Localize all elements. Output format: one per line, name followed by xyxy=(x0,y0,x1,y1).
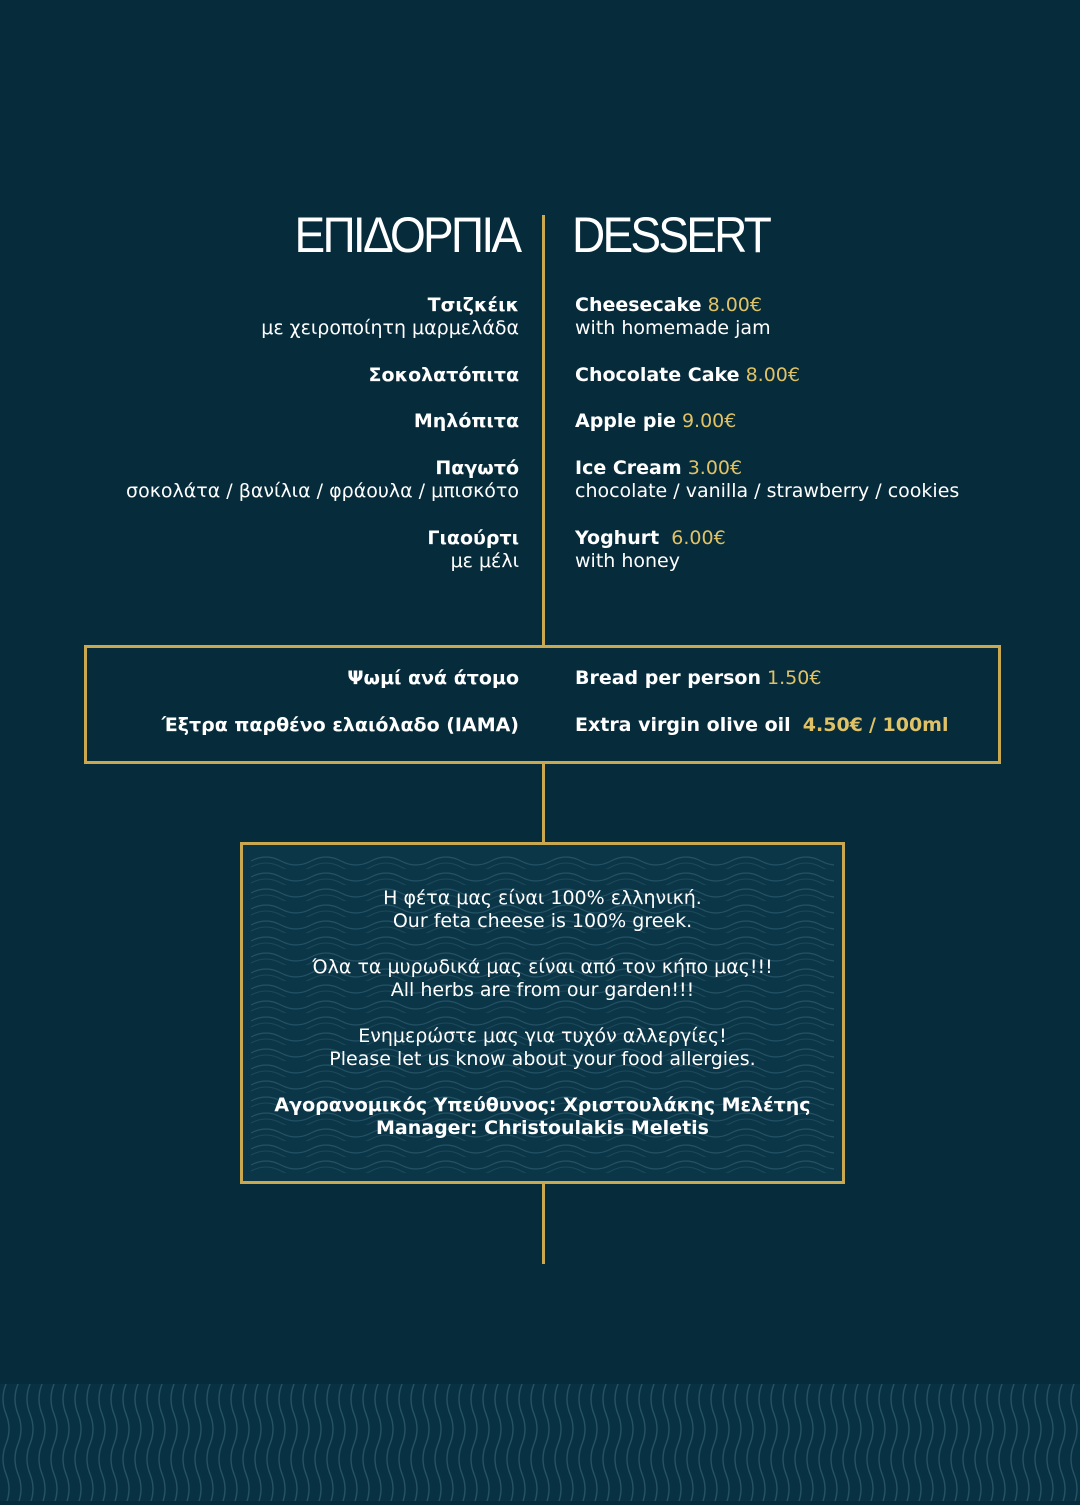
note-feta-gr: Η φέτα μας είναι 100% ελληνική. xyxy=(383,887,702,909)
dessert-gr-name: Μηλόπιτα xyxy=(413,410,519,432)
extra-en-olive-oil xyxy=(575,714,948,737)
dessert-price: 3.00€ xyxy=(687,457,743,479)
dessert-en-ice-cream xyxy=(575,457,959,503)
dessert-en-desc: with homemade jam xyxy=(575,317,771,339)
dessert-gr-desc: σοκολάτα / βανίλια / φράουλα / μπισκότο xyxy=(126,480,519,502)
extra-price: 4.50€ xyxy=(802,714,863,736)
dessert-gr-yoghurt xyxy=(427,527,519,573)
dessert-en-name: Yoghurt xyxy=(575,527,660,549)
extra-gr-bread: Ψωμί ανά άτομο xyxy=(347,667,519,689)
extra-en-name: Bread per person xyxy=(575,667,761,689)
dessert-en-chocolate-cake xyxy=(575,364,800,387)
divider-top xyxy=(542,215,545,645)
extra-en-name: Extra virgin olive oil xyxy=(575,714,791,736)
note-feta-en: Our feta cheese is 100% greek. xyxy=(392,910,693,932)
dessert-gr-desc: με χειροποίητη μαρμελάδα xyxy=(261,317,519,339)
dessert-gr-name: Σοκολατόπιτα xyxy=(368,364,519,386)
dessert-en-desc: chocolate / vanilla / strawberry / cookies xyxy=(575,480,960,502)
bottom-wave-pattern xyxy=(0,1384,1080,1501)
extras-box xyxy=(84,645,1001,764)
dessert-en-desc: with honey xyxy=(575,550,680,572)
dessert-gr-cheesecake xyxy=(261,294,519,340)
dessert-en-cheesecake xyxy=(575,294,771,340)
dessert-gr-chocolate-cake xyxy=(369,364,519,387)
divider-middle xyxy=(542,764,545,842)
dessert-price: 9.00€ xyxy=(681,410,737,432)
note-manager-gr: Αγορανομικός Υπεύθυνος: Χριστουλάκης Μελέτης xyxy=(274,1094,811,1116)
dessert-en-yoghurt xyxy=(575,527,726,573)
dessert-gr-name: Τσιζκέικ xyxy=(427,294,519,316)
dessert-price: 8.00€ xyxy=(745,364,800,386)
extra-price: 1.50€ xyxy=(767,667,822,689)
dessert-gr-name: Παγωτό xyxy=(435,457,519,479)
dessert-gr-name: Γιαούρτι xyxy=(427,527,519,549)
divider-bottom xyxy=(542,1184,545,1264)
title-english: DESSERT xyxy=(572,207,770,263)
dessert-price: 6.00€ xyxy=(671,527,726,549)
notes-box xyxy=(240,842,845,1184)
extra-gr-olive-oil: Έξτρα παρθένο ελαιόλαδο (ΙΑΜΑ) xyxy=(161,714,519,736)
notes-text xyxy=(243,887,842,1163)
extra-unit: / 100ml xyxy=(868,714,949,736)
bottom-pattern-band xyxy=(0,1384,1080,1501)
dessert-en-name: Chocolate Cake xyxy=(575,364,740,386)
note-herbs-en: All herbs are from our garden!!! xyxy=(390,979,695,1001)
note-allergy-en: Please let us know about your food allergies. xyxy=(329,1048,756,1070)
dessert-en-apple-pie xyxy=(575,410,736,433)
note-allergy-gr: Ενημερώστε μας για τυχόν αλλεργίες! xyxy=(358,1025,727,1047)
dessert-gr-apple-pie xyxy=(414,410,519,433)
dessert-gr-desc: με μέλι xyxy=(450,550,519,572)
note-herbs-gr: Όλα τα μυρωδικά μας είναι από τον κήπο μας!!! xyxy=(312,956,773,978)
extra-en-bread xyxy=(575,667,821,690)
dessert-en-name: Ice Cream xyxy=(575,457,682,479)
dessert-gr-ice-cream xyxy=(126,457,519,503)
note-manager-en: Manager: Christoulakis Meletis xyxy=(376,1117,709,1139)
title-greek: ΕΠΙΔΟΡΠΙΑ xyxy=(294,207,519,263)
dessert-en-name: Apple pie xyxy=(575,410,676,432)
dessert-price: 8.00€ xyxy=(707,294,762,316)
dessert-en-name: Cheesecake xyxy=(575,294,702,316)
